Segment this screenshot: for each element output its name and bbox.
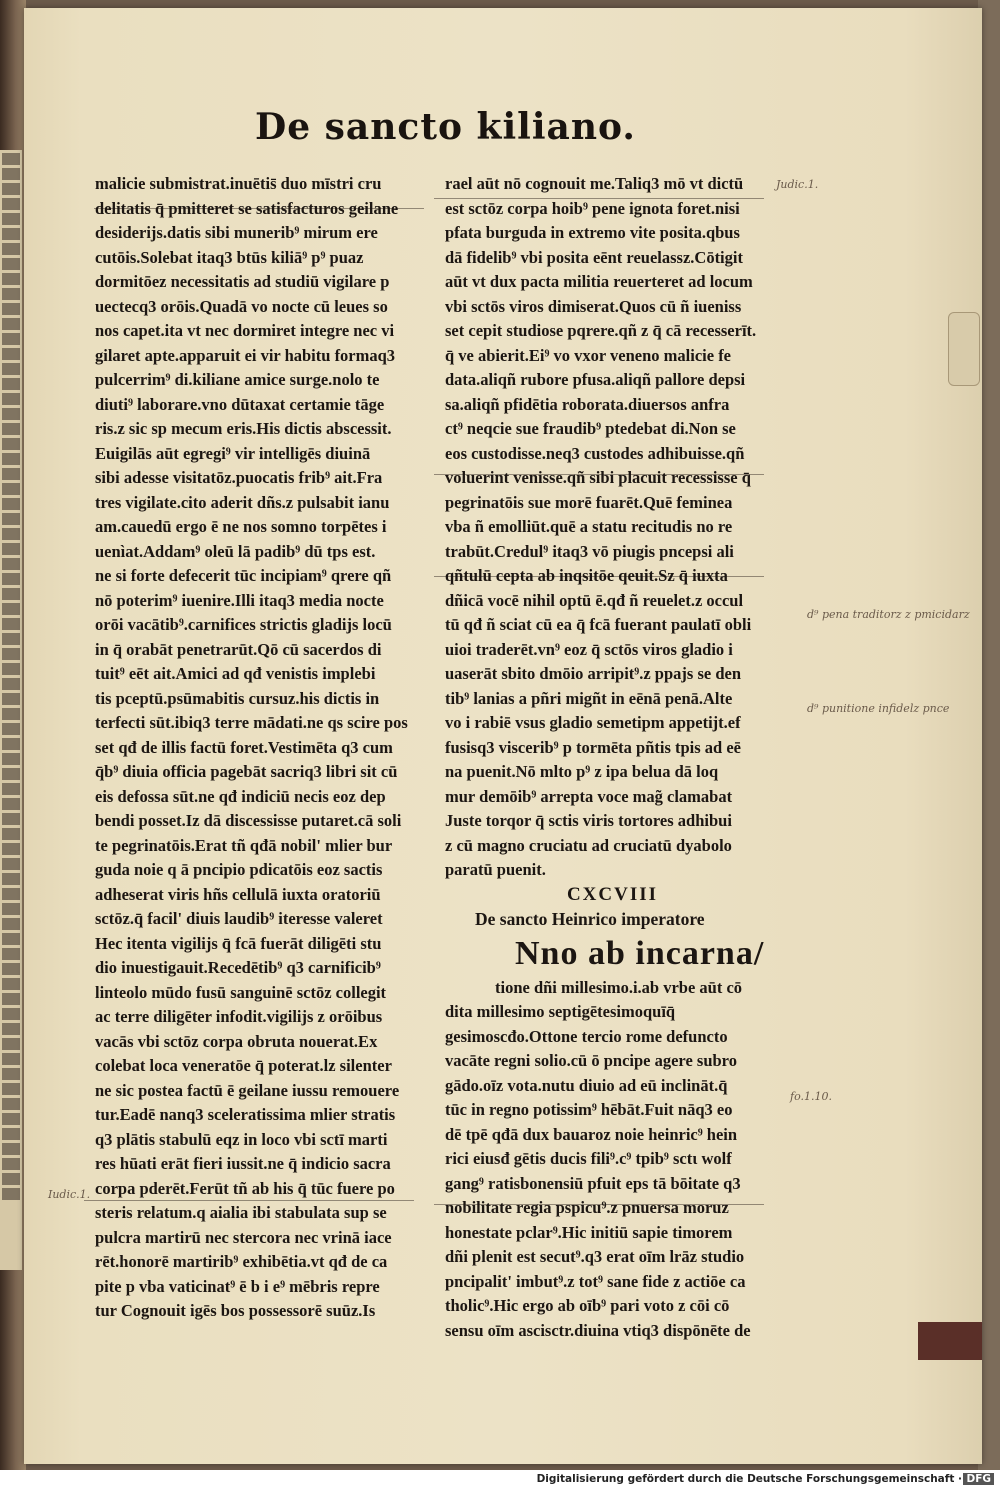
text-line: uectecq3 orōis.Quadā vo nocte cū leues so xyxy=(95,296,388,316)
left-page-edge xyxy=(0,150,22,1270)
text-line: gang⁹ ratisbonensiū pfuit eps tā bōitate q3 xyxy=(445,1173,741,1193)
text-line: in q̄ orabāt penetrarūt.Qō cū sacerdos di xyxy=(95,639,382,659)
text-line: data.aliqñ rubore pfusa.aliqñ pallore depsi xyxy=(445,370,746,389)
text-line: tūc in regno potissim⁹ hēbāt.Fuit nāq3 eo xyxy=(445,1100,733,1119)
margin-note: d⁹ pena traditorz z pmicidarz xyxy=(807,608,970,621)
text-line: rēt.honorē martirib⁹ exhibētia.vt qđ de ca xyxy=(95,1252,388,1271)
text-line: tū qđ ñ sciat cū ea q̄ fcā fuerant paulatī obli xyxy=(445,615,752,634)
text-line: colebat loca veneratōe q̄ poterat.lz silenter xyxy=(95,1056,392,1075)
text-line: uenìat.Addam⁹ oleū lā padib⁹ dū tps est. xyxy=(95,541,376,561)
text-line: steris relatum.q aialia ibi stabulata sup se xyxy=(95,1203,387,1222)
text-line: voluerint venisse.qñ sibi placuit recessisse q̄ xyxy=(445,468,751,487)
text-line: vbi sctōs viros dimiserat.Quos cū ñ iueniss xyxy=(445,296,742,316)
text-line: vba ñ emolliūt.quē a statu recitudis no re xyxy=(445,517,733,536)
text-line: tur.Eadē nanq3 sceleratissima mlier stratis xyxy=(95,1105,396,1124)
text-line: aūt vt dux pacta militia reuerteret ad locum xyxy=(445,272,753,291)
margin-note: Iudic.1. xyxy=(48,1188,91,1201)
text-line: adheserat viris hñs cellulā iuxta oratoriū xyxy=(95,884,381,904)
chapter-title: De sancto Heinrico imperatore xyxy=(475,909,705,929)
text-line: gesimoscđo.Ottone tercio rome defuncto xyxy=(445,1026,728,1046)
text-line: ne sic postea factū ē geilane iussu remouere xyxy=(95,1080,400,1100)
text-line: eis defossa sūt.ne qđ indiciū necis eoz dep xyxy=(95,786,386,806)
text-line: q̄b⁹ diuia officia pagebāt sacriq3 libri sit cū xyxy=(95,762,398,781)
text-line: gādo.oīz vota.nutu diuio ad eū inclināt.q̄ xyxy=(445,1075,728,1095)
text-line: diuti⁹ laborare.vno dūtaxat certamie tāge xyxy=(95,394,385,414)
text-line: vacāte regni solio.cū ō pncipe agere subro xyxy=(445,1051,737,1070)
text-column-right xyxy=(445,172,780,1343)
text-line: sa.aliqñ pfidētia roborata.diuersos anfra xyxy=(445,394,730,414)
text-line: vo i rabiē vsus gladio semetipm appetijt.ef xyxy=(445,713,741,732)
text-line: nobilitate regia pspicu⁹.z pnuersa moruz xyxy=(445,1198,729,1217)
text-line: desiderijs.datis sibi munerib⁹ mirum ere xyxy=(95,223,378,242)
text-line: Hec itenta vigilijs q̄ fcā fuerāt diligēti stu xyxy=(95,933,382,953)
text-line: pfata burguda in extremo vite posita.qbus xyxy=(445,223,740,242)
text-line: ac terre diligēter infodit.vigilijs z orōibus xyxy=(95,1007,383,1026)
text-line: na puenit.Nō mlto p⁹ z ipa belua dā loq xyxy=(445,762,719,781)
text-line: dē tpē qđā dux bauaroz noie heinric⁹ hein xyxy=(445,1124,738,1144)
text-line: pegrinatōis sue morē fuarēt.Quē feminea xyxy=(445,492,733,512)
text-line: terfecti sūt.ibiq3 terre mādati.ne qs scire pos xyxy=(95,713,408,732)
text-line: corpa pderēt.Ferūt tñ ab his q̄ tūc fuere po xyxy=(95,1178,395,1198)
text-line: q̄ ve abierit.Ei⁹ vo vxor veneno malicie fe xyxy=(445,345,732,365)
text-line: fusisq3 viscerib⁹ p tormēta pñtis tpis ad eē xyxy=(445,737,741,757)
text-line: eos custodisse.neq3 custodes adhibuisse.qñ xyxy=(445,443,745,463)
text-line: pite p vba vaticinat⁹ ē b i e⁹ mēbris repre xyxy=(95,1276,380,1296)
text-line: vacās vbi sctōz corpa obruta nouerat.Ex xyxy=(95,1031,378,1051)
text-line: pulcerrim⁹ di.kiliane amice surge.nolo te xyxy=(95,370,380,389)
text-line: dñicā vocē nihil optū ē.qđ ñ reuelet.z occul xyxy=(445,590,744,610)
chapter-number: CXCVIII xyxy=(566,883,659,905)
text-line: honestate pclar⁹.Hic initiū sapie timorem xyxy=(445,1222,733,1242)
text-line: tuit⁹ eēt ait.Amici ad qđ venistis implebi xyxy=(95,664,376,683)
text-line: malicie submistrat.inuētis̄ duo mīstri cru xyxy=(95,174,382,193)
text-line: tis pceptū.psūmabitis cursuz.his dictis in xyxy=(95,688,380,708)
text-line: res hūati erāt fieri iussit.ne q̄ indicio sacra xyxy=(95,1154,391,1173)
text-line: sibi adesse visitatōz.puocatis frib⁹ ait.Fra xyxy=(95,468,383,487)
text-line: rael aūt nō cognouit me.Taliq3 mō vt dictū xyxy=(445,174,744,193)
text-line: tres vigilate.cito aderit dñs.z pulsabit ianu xyxy=(95,492,390,512)
text-line: rici eiusđ gētis ducis fili⁹.c⁹ tpib⁹ sctɩ wolf xyxy=(445,1149,732,1168)
text-line: ris.z sic sp mecum eris.His dictis abscessit. xyxy=(95,419,392,438)
margin-note: d⁹ punitione infidelz pnce xyxy=(807,702,950,715)
text-line: sctōz.q̄ facil' diuis laudib⁹ iteresse valeret xyxy=(95,909,383,928)
funding-credit: Digitalisierung gefördert durch die Deutsche Forschungsgemeinschaft · xyxy=(536,1473,962,1485)
text-line: nō poterim⁹ iuenire.Illi itaq3 media nocte xyxy=(95,590,384,610)
text-line: Juste torqor q̄ sctis viris tortores adhibui xyxy=(445,811,732,830)
text-line: dā fidelib⁹ vbi posita eēnt reuelassz.Cōtigit xyxy=(445,247,743,267)
text-line: dñi plenit est secut⁹.q3 erat oīm lrāz studio xyxy=(445,1247,745,1266)
text-line: dita millesimo septigētesimoquīq̄ xyxy=(445,1002,676,1021)
chapter-incipit: Nno ab incarna/ xyxy=(515,934,765,972)
page-clip xyxy=(948,312,980,386)
running-header: De sancto kiliano. xyxy=(255,106,636,148)
text-line: nos capet.ita vt nec dormiret integre nec vi xyxy=(95,321,395,340)
text-line: guda noie q ā pncipio pdicatōis eoz sactis xyxy=(95,860,383,879)
text-line: tib⁹ lanias a pñri migñt in eēnā penā.Alte xyxy=(445,688,733,708)
text-line: pncipalit' imbut⁹.z tot⁹ sane fide z actiōe ca xyxy=(445,1271,746,1291)
text-line: linteolo mūdo fusū sanguinē sctōz collegit xyxy=(95,982,387,1002)
text-line: set cepit studiose pqrere.qñ z q̄ cā recesserīt. xyxy=(445,321,757,340)
text-line: dormitōez necessitatis ad studiū vigilare p xyxy=(95,272,390,291)
text-line: orōi vacātib⁹.carnifices strictis gladijs locū xyxy=(95,615,392,634)
text-line: te pegrinatōis.Erat tñ qđā nobil' mlier bur xyxy=(95,835,393,855)
text-line: uaserāt sbito dmōio arripit⁹.z ppajs se den xyxy=(445,664,741,683)
text-line: dio inuestigauit.Recedētib⁹ q3 carnificib⁹ xyxy=(95,958,381,977)
text-line: Euigilās aūt egregi⁹ vir intelligēs diuinā xyxy=(95,443,371,463)
text-line: ct⁹ neqcie sue fraudib⁹ ptedebat di.Non se xyxy=(445,419,736,438)
text-line: gilaret apte.apparuit ei vir habitu formaq3 xyxy=(95,345,396,365)
margin-note: Judic.1. xyxy=(776,178,819,191)
text-line: q3 plātis stabulū eqz in loco vbi sctī marti xyxy=(95,1129,388,1149)
text-line: tholic⁹.Hic ergo ab oīb⁹ pari voto z cōi cō xyxy=(445,1296,730,1315)
margin-note: fo.1.10. xyxy=(790,1090,832,1103)
text-line: tur Cognouit igēs bos possessorē suūz.Is xyxy=(95,1301,376,1320)
text-line: cutōis.Solebat itaq3 btūs kiliā⁹ p⁹ puaz xyxy=(95,247,364,267)
text-line: z cū magno cruciatu ad cruciatū dyabolo xyxy=(445,835,732,855)
footer-bar xyxy=(0,1470,1000,1490)
text-column-left xyxy=(95,172,430,1324)
text-line: delitatis q̄ pmitteret se satisfacturos geilane xyxy=(95,198,399,218)
text-line: sensu oīm ascisctr.diuina vtiq3 dispōnēte de xyxy=(445,1320,751,1340)
text-line: bendi posset.Iz dā discessisse putaret.cā soli xyxy=(95,811,402,830)
text-line: mur demōib⁹ arrepta voce mag̃ clamabat xyxy=(445,786,733,806)
text-line: qñtulū cepta ab inqsitōe qeuit.Sz q̄ iuxta xyxy=(445,566,728,585)
text-line: uioi traderēt.vn⁹ eoz q̄ sctōs viros gladio i xyxy=(445,639,733,659)
text-line: pulcra martirū nec stercora nec vrinā iace xyxy=(95,1227,392,1247)
dfg-logo: DFG xyxy=(963,1473,994,1485)
text-line: set qđ de illis factū foret.Vestimēta q3 cum xyxy=(95,737,393,757)
text-line: am.cauedū ergo ē ne nos somno torpētes i xyxy=(95,517,387,536)
text-line: trabūt.Credul⁹ itaq3 vō piugis pncepsi ali xyxy=(445,541,734,561)
text-line: ne si forte defecerit tūc incipiam⁹ qrere qñ xyxy=(95,566,392,585)
bookmark-tab xyxy=(918,1322,982,1360)
text-line: paratū puenit. xyxy=(445,860,546,879)
text-line: est sctōz corpa hoib⁹ pene ignota foret.nisi xyxy=(445,198,740,218)
text-line: tione dñi millesimo.i.ab vrbe aūt cō xyxy=(495,977,743,997)
